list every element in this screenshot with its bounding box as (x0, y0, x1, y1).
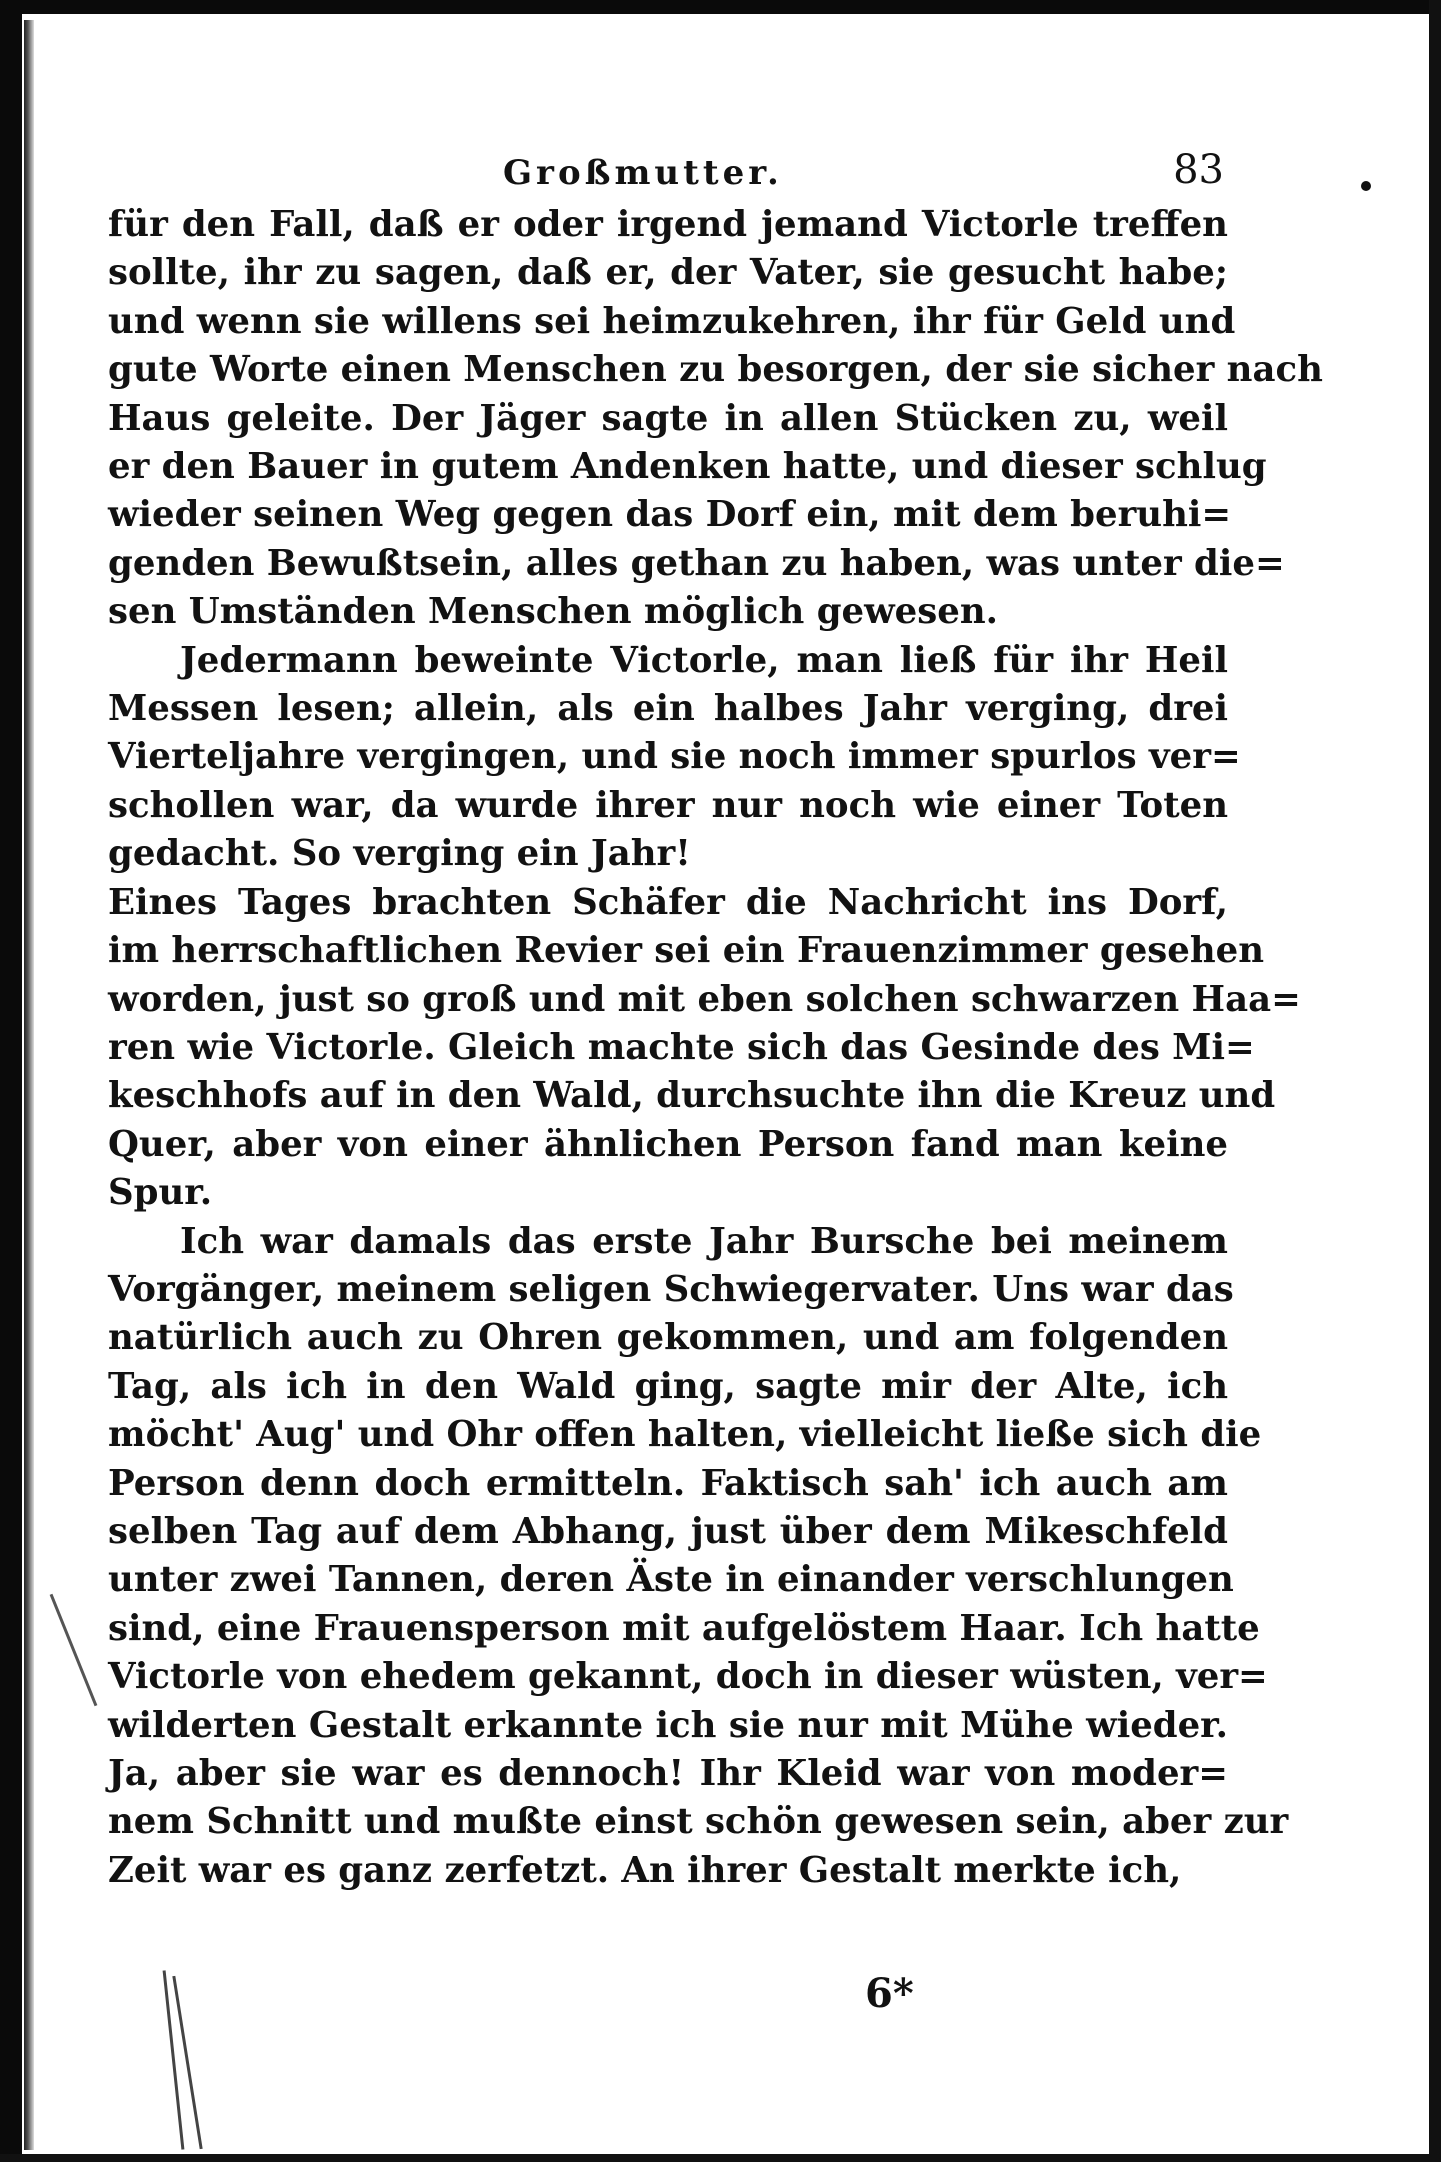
scan-edge-top (0, 0, 1441, 14)
text-line: möcht' Aug' und Ohr offen halten, vielleicht ließe sich die (108, 1414, 1262, 1456)
text-line: Vorgänger, meinem seligen Schwiegervater. Uns war das (108, 1268, 1234, 1310)
text-line: schollen war, da wurde ihrer nur noch wie einer Toten (108, 784, 1228, 826)
text-line: für den Fall, daß er oder irgend jemand Victorle treffen (108, 204, 1228, 245)
text-line: Victorle von ehedem gekannt, doch in dieser wüsten, ver= (108, 1656, 1268, 1698)
paragraph (108, 1218, 1289, 1896)
text-line: Person denn doch ermitteln. Faktisch sah' ich auch am (108, 1462, 1228, 1504)
text-line: genden Bewußtsein, alles gethan zu haben, was unter die= (108, 542, 1285, 584)
text-line: Quer, aber von einer ähnlichen Person fand man keine (108, 1123, 1228, 1165)
text-line: Eines Tages brachten Schäfer die Nachricht ins Dorf, (108, 881, 1228, 923)
margin-pencil-stroke (172, 1976, 202, 2149)
text-line: und wenn sie willens sei heimzukehren, ihr für Geld und (108, 300, 1236, 342)
text-line: Messen lesen; allein, als ein halbes Jahr verging, drei (108, 688, 1228, 730)
scan-edge-bottom (0, 2154, 1441, 2162)
text-line: gedacht. So verging ein Jahr! (108, 833, 691, 875)
text-line: ren wie Victorle. Gleich machte sich das Gesinde des Mi= (108, 1026, 1255, 1068)
text-line: wieder seinen Weg gegen das Dorf ein, mit dem beruhi= (108, 494, 1232, 536)
text-line: worden, just so groß und mit eben solchen schwarzen Haa= (108, 978, 1301, 1020)
text-line: sind, eine Frauensperson mit aufgelöstem Haar. Ich hatte (108, 1607, 1260, 1649)
text-line: Haus geleite. Der Jäger sagte in allen Stücken zu, weil (108, 397, 1228, 439)
ink-dot-mark (1361, 181, 1371, 191)
text-line: Spur. (108, 1172, 213, 1214)
page-header (108, 145, 1228, 201)
text-line: unter zwei Tannen, deren Äste in einander verschlungen (108, 1559, 1234, 1601)
book-binding-shadow (24, 20, 34, 2150)
text-line: wilderten Gestalt erkannte ich sie nur mit Mühe wieder. (108, 1704, 1228, 1746)
body-text (108, 201, 1323, 1895)
margin-pencil-stroke (163, 1970, 185, 2149)
text-line: er den Bauer in gutem Andenken hatte, und dieser schlug (108, 446, 1267, 488)
text-line: natürlich auch zu Ohren gekommen, und am folgenden (108, 1317, 1228, 1359)
scan-edge-right (1429, 0, 1441, 2162)
printer-signature-mark: 6* (865, 1970, 914, 2017)
text-line: im herrschaftlichen Revier sei ein Frauenzimmer gesehen (108, 930, 1265, 972)
paragraph (108, 879, 1301, 1218)
text-line: selben Tag auf dem Abhang, just über dem Mikeschfeld (108, 1510, 1228, 1552)
page-number: 83 (1173, 147, 1224, 193)
text-line: Jedermann beweinte Victorle, man ließ für ihr Heil (180, 639, 1228, 681)
text-line: gute Worte einen Menschen zu besorgen, der sie sicher nach (108, 349, 1323, 391)
text-line: nem Schnitt und mußte einst schön gewesen sein, aber zur (108, 1801, 1289, 1843)
scan-edge-left (0, 0, 22, 2162)
text-line: Vierteljahre vergingen, und sie noch immer spurlos ver= (108, 736, 1241, 778)
book-page (108, 145, 1323, 1895)
paragraph (108, 201, 1323, 637)
text-line: Ja, aber sie war es dennoch! Ihr Kleid war von moder= (108, 1753, 1228, 1794)
text-line: keschhofs auf in den Wald, durchsuchte ihn die Kreuz und (108, 1075, 1276, 1117)
margin-pencil-stroke (50, 1594, 98, 1706)
text-line: Ich war damals das erste Jahr Bursche bei meinem (180, 1220, 1228, 1262)
running-title: Großmutter. (503, 153, 783, 193)
text-line: sollte, ihr zu sagen, daß er, der Vater, sie gesucht habe; (108, 252, 1228, 294)
paragraph (108, 637, 1241, 879)
text-line: Zeit war es ganz zerfetzt. An ihrer Gestalt merkte ich, (108, 1849, 1182, 1891)
text-line: Tag, als ich in den Wald ging, sagte mir der Alte, ich (108, 1365, 1228, 1407)
text-line: sen Umständen Menschen möglich gewesen. (108, 591, 999, 633)
